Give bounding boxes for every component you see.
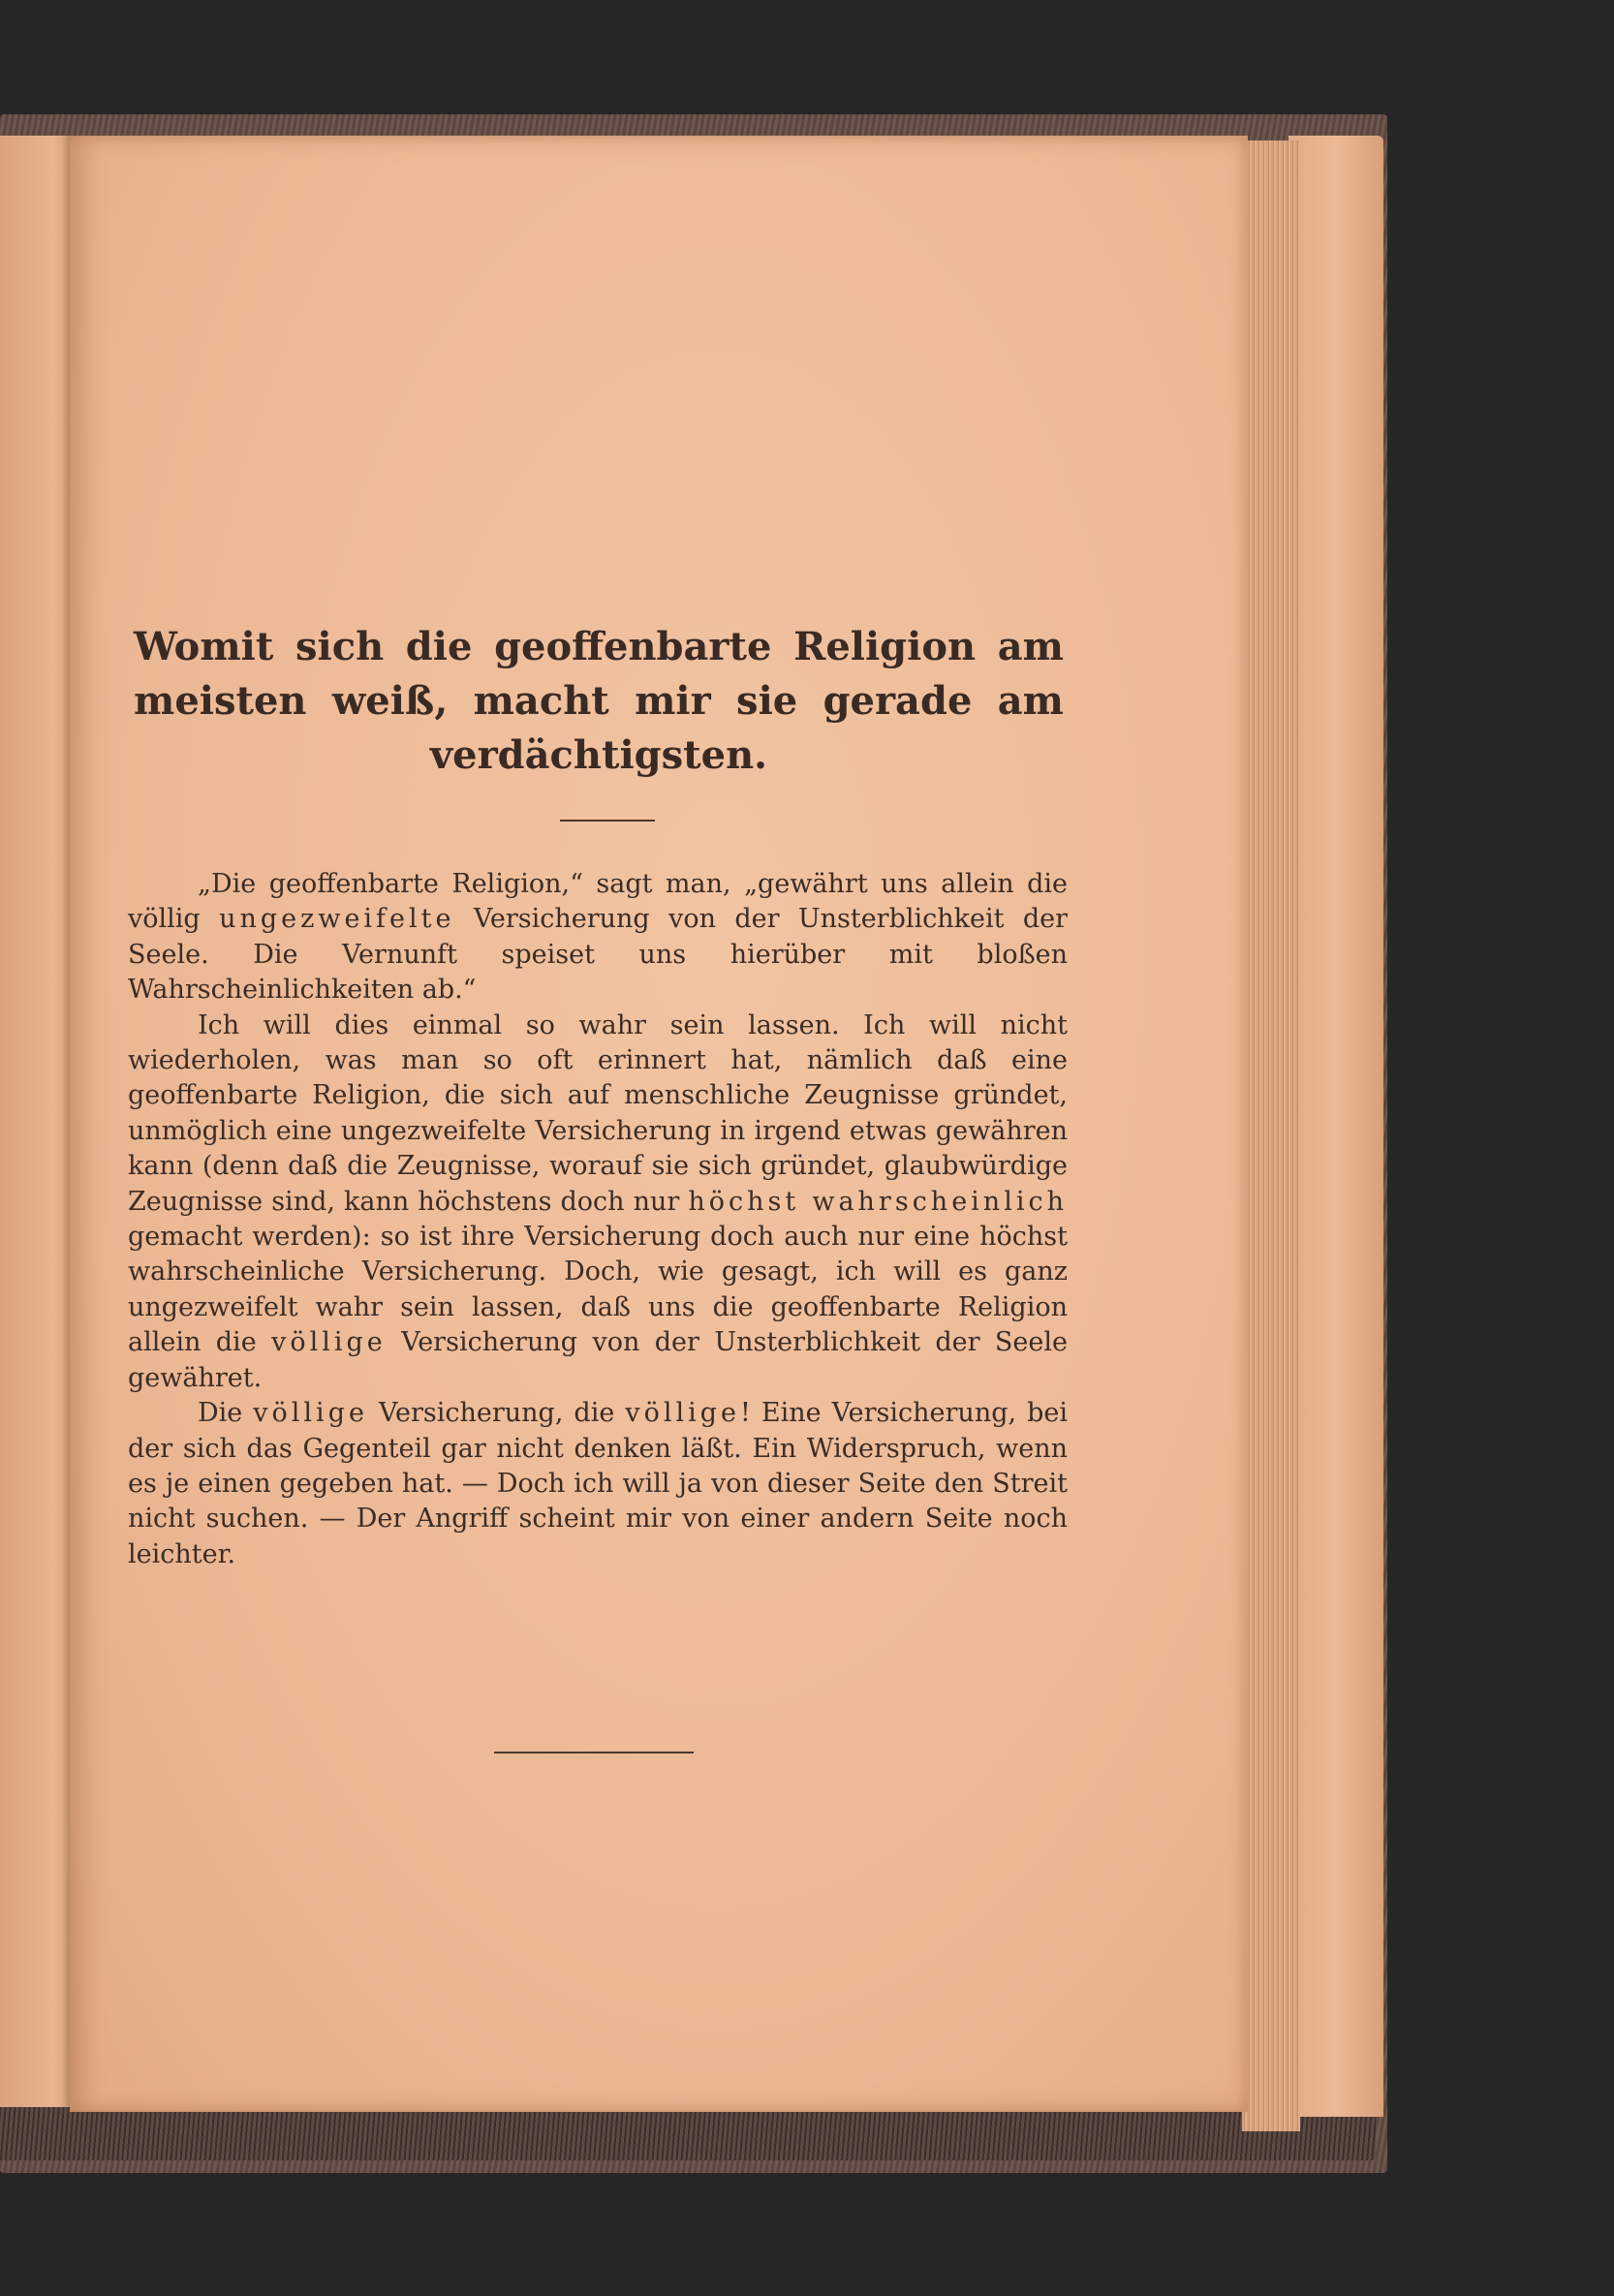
text-run: Die — [198, 1398, 254, 1429]
paragraph — [128, 867, 1068, 1008]
page-stack-edge — [1242, 140, 1300, 2131]
text-run: Versicherung von der Unsterblichkeit der Seele. Die Vernunft speiset uns hierüber mit bloßen Wahrscheinlichkeiten ab.“ — [128, 904, 1068, 1006]
text-run: ! Eine Versicherung, bei der sich das Gegenteil gar nicht denken läßt. Ein Widerspruch, wenn es je einen gegeben hat. — Doch ich will ja von dieser Seite den Streit nicht suchen. — Der Angriff scheint mir von einer andern Seite noch leichter. — [128, 1398, 1068, 1569]
divider-rule-top — [560, 820, 655, 822]
emphasis-run: völlige — [253, 1398, 368, 1429]
text-run: Versicherung, die — [367, 1398, 626, 1429]
emphasis-run: völlige — [271, 1327, 387, 1358]
text-run: „Die geoffenbarte Religion,“ sagt man, „gewährt uns allein die völlig — [128, 869, 1068, 935]
paragraph — [128, 1008, 1068, 1396]
emphasis-run: ungezweifelte — [219, 904, 455, 935]
chapter-heading: Womit sich die geoffenbarte Religion am meisten weiß, macht mir sie gerade am verdächtigsten. — [134, 624, 1064, 778]
text-run: Ich will dies einmal so wahr sein lassen. Ich will nicht wiederholen, was man so oft erinnert hat, nämlich daß eine geoffenbarte Religion, die sich auf menschliche Zeugnisse gründet, unmöglich eine ungezweifelte Versicherung in irgend etwas gewähren kann (denn daß die Zeugnisse, worauf sie sich gründet, glaubwürdige Zeugnisse sind, kann höchstens doch nur — [128, 1009, 1068, 1217]
paragraph — [128, 1396, 1068, 1572]
page-stack-outer — [1288, 136, 1383, 2117]
divider-rule-bottom — [494, 1752, 694, 1753]
emphasis-run: höchst wahrscheinlich — [688, 1186, 1068, 1217]
text-run: gemacht werden): so ist ihre Versicherung doch auch nur eine höchst wahrscheinliche Versicherung. Doch, wie gesagt, ich will es ganz ungezweifelt wahr sein lassen, daß uns die geoffenbarte Religion allein die — [128, 1222, 1068, 1358]
body-text — [128, 867, 1068, 1572]
emphasis-run: völlige — [625, 1398, 741, 1429]
text-run: Versicherung von der Unsterblichkeit der Seele gewähret. — [128, 1327, 1069, 1393]
